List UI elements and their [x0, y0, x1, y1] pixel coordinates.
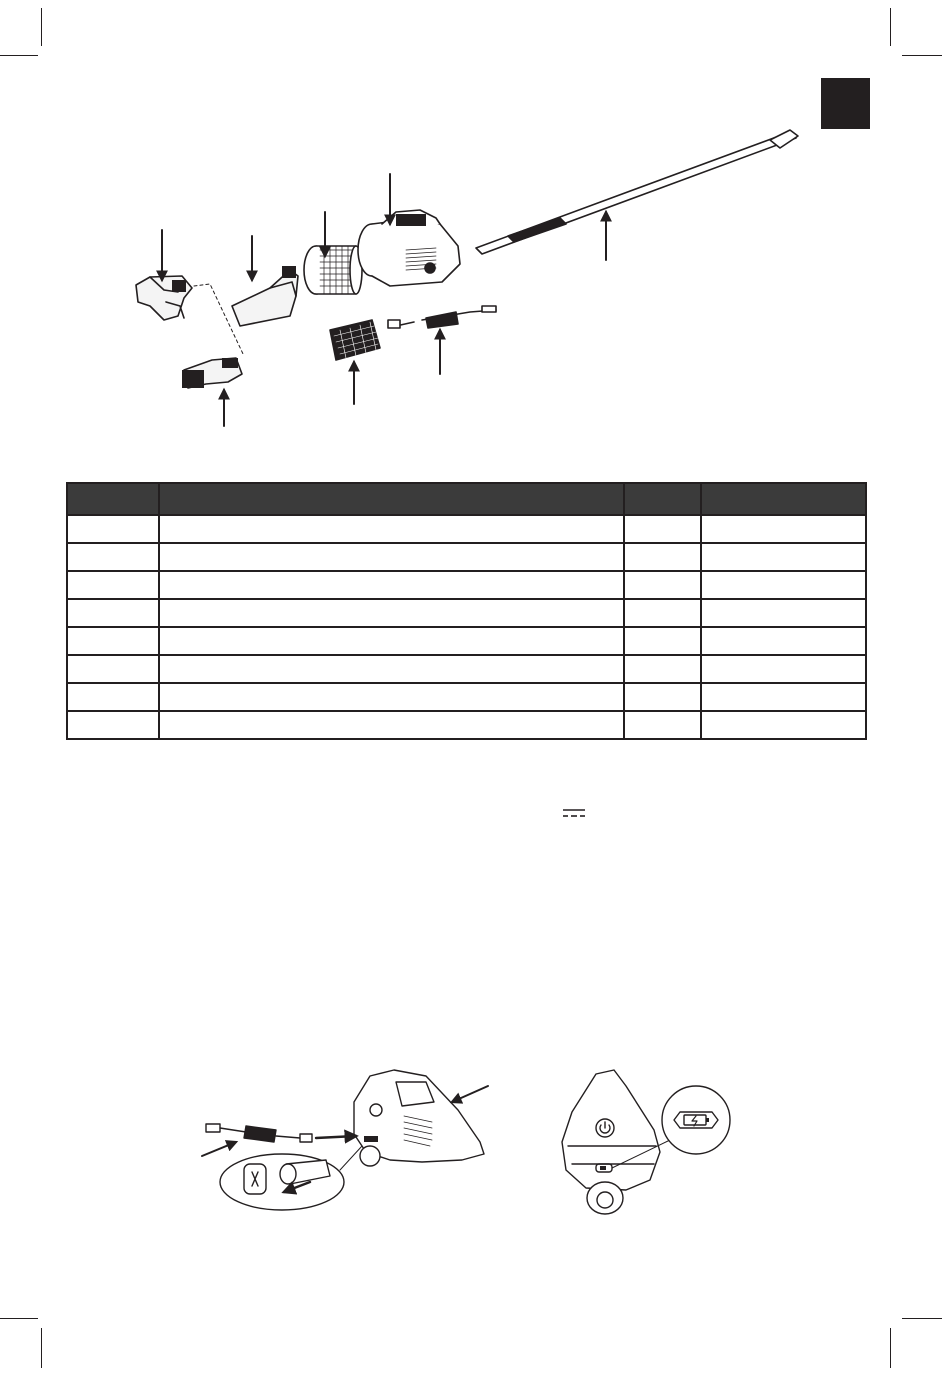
battery-indicator-illustration — [550, 1060, 740, 1230]
table-cell — [624, 515, 701, 543]
charging-illustration — [190, 1060, 510, 1230]
table-cell — [624, 683, 701, 711]
table-cell — [159, 655, 624, 683]
parts-exploded-diagram — [120, 120, 820, 440]
table-cell — [159, 683, 624, 711]
table-cell — [67, 711, 159, 739]
table-cell — [701, 627, 866, 655]
crop-mark-bottom-left-vertical — [41, 1328, 42, 1368]
table-row — [67, 571, 866, 599]
table-cell — [67, 599, 159, 627]
table-cell — [701, 515, 866, 543]
crop-mark-top-right-vertical — [890, 8, 891, 46]
crop-mark-bottom-right-horizontal — [902, 1318, 942, 1319]
brush-attachment-part — [182, 358, 242, 388]
table-row — [67, 599, 866, 627]
table-row — [67, 711, 866, 739]
table-cell — [701, 543, 866, 571]
table-cell — [701, 599, 866, 627]
table-cell — [624, 627, 701, 655]
crop-mark-bottom-left-horizontal — [0, 1318, 38, 1319]
handheld-unit-side — [354, 1070, 484, 1166]
section-tab-marker — [821, 78, 870, 129]
crevice-tool-part — [232, 266, 298, 326]
table-header-cell — [701, 483, 866, 515]
table-header-row — [67, 483, 866, 515]
table-cell — [159, 571, 624, 599]
table-cell — [701, 571, 866, 599]
charger-plug — [206, 1124, 356, 1142]
parts-table — [66, 482, 867, 740]
table-header-cell — [624, 483, 701, 515]
charger-cable-part — [388, 306, 496, 328]
table-cell — [624, 599, 701, 627]
extension-tube-part — [476, 130, 798, 254]
part-arrows — [162, 174, 606, 426]
battery-charging-icon-callout — [662, 1086, 730, 1154]
table-cell — [159, 627, 624, 655]
table-row — [67, 683, 866, 711]
table-cell — [159, 543, 624, 571]
main-unit-part — [358, 210, 460, 286]
table-header-cell — [67, 483, 159, 515]
table-header-cell — [159, 483, 624, 515]
crop-mark-top-right-horizontal — [902, 55, 942, 56]
table-cell — [67, 571, 159, 599]
table-cell — [67, 627, 159, 655]
table-row — [67, 627, 866, 655]
crop-mark-top-left-horizontal — [0, 55, 38, 56]
table-cell — [701, 711, 866, 739]
handheld-unit-top — [562, 1070, 660, 1214]
socket-detail — [220, 1146, 362, 1210]
crop-mark-top-left-vertical — [41, 8, 42, 46]
table-cell — [159, 515, 624, 543]
table-cell — [701, 655, 866, 683]
table-cell — [67, 683, 159, 711]
table-cell — [67, 543, 159, 571]
table-cell — [67, 655, 159, 683]
table-row — [67, 543, 866, 571]
flat-filter-part — [330, 320, 380, 360]
table-cell — [624, 571, 701, 599]
table-row — [67, 515, 866, 543]
table-cell — [701, 683, 866, 711]
crop-mark-bottom-right-vertical — [890, 1328, 891, 1368]
direct-current-icon — [562, 808, 586, 818]
table-row — [67, 655, 866, 683]
floor-nozzle-part — [136, 276, 192, 320]
table-cell — [67, 515, 159, 543]
table-cell — [624, 655, 701, 683]
table-cell — [159, 711, 624, 739]
table-cell — [159, 599, 624, 627]
table-cell — [624, 543, 701, 571]
cylinder-filter-part — [304, 246, 362, 294]
table-cell — [624, 711, 701, 739]
